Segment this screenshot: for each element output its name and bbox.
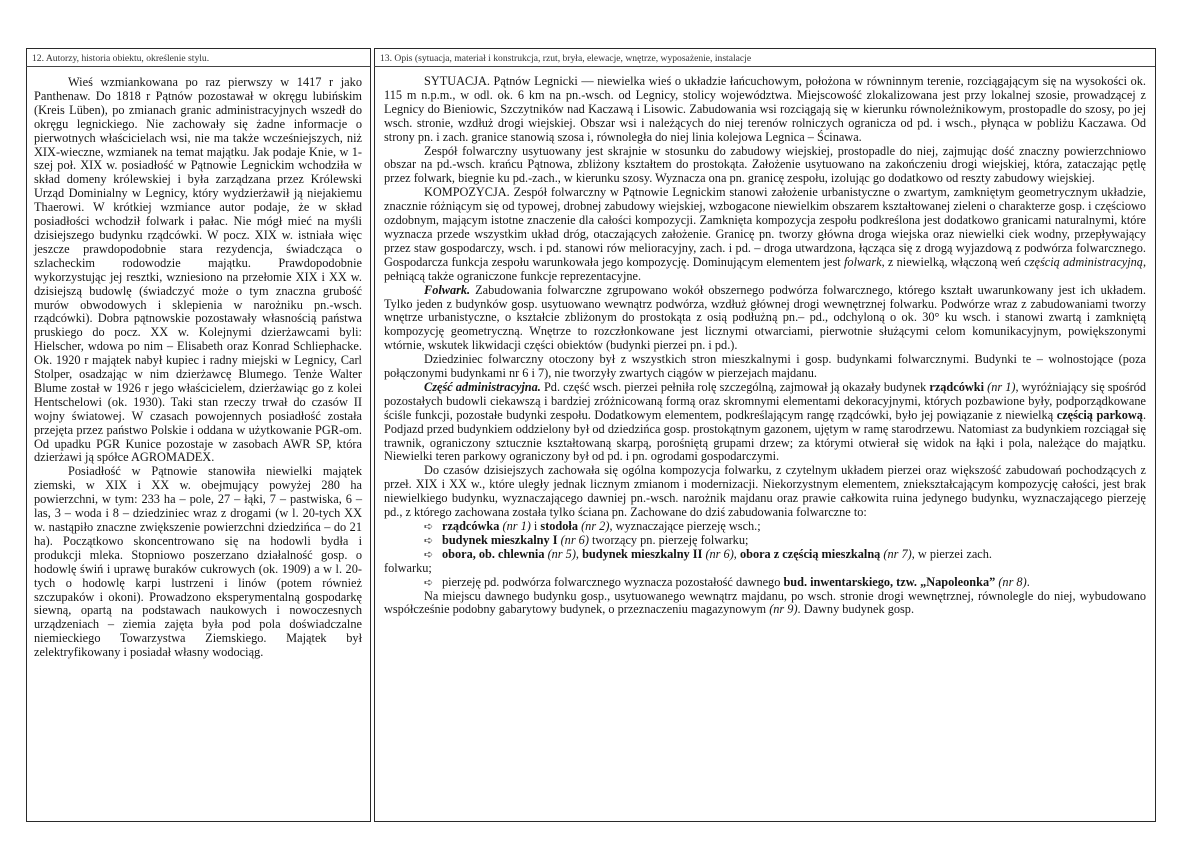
term-admin-part: częścią administracyjną [1024,254,1143,269]
layout-paragraph: Zespół folwarczny usytuowany jest skrajnie w stosunku do zabudowy wiejskiej, prostopadle do niej, zajmując dość znaczny powierzchniowo obszar na pd.-wsch. krańcu Pątnowa, zbliżony kształtem do prostokąta. Założenie usytuowano na zakończeniu drogi wiejskiej, która, zataczając pętlę przez folwark, biegnie ku pd.-zach., w kierunku szosy. Wyznacza ona pn. granicę zespołu, izolując go dodatkowo od reszty zabudowy wiejskiej. [384,143,1146,186]
admin-heading: Część administracyjna. [424,379,541,394]
folwark-paragraph: Folwark. Zabudowania folwarczne zgrupowano wokół obszernego podwórza folwarcznego, którego kształt uwarunkowany jest ich układem. Tylko jeden z budynków gosp. usytuowano wewnątrz podwórza, wzdłuż głównej drogi wewnętrznej folwarku. Podwórze wraz z zabudowaniami tworzy wnętrze urbanistyczne, o kształcie zbliżonym do prostokąta z osią podłużną pn.– pd., odchyloną o ok. 30° ku wsch. i stanowi zwartą i zamkniętą kompozycję geometryczną. Wnętrze to rozczłonkowane jest licznymi otwarciami, pierwotnie służącymi celom komunikacyjnym, powiększonymi wtórnie, wskutek likwidacji części obiektów (budynki pierzei pn. i pd.). [384,282,1146,353]
building-list-continuation: folwarku; [384,560,432,575]
arrow-bullet-icon: ➪ [424,520,434,533]
term-folwark: folwark [844,254,882,269]
situation-paragraph: SYTUACJA. Pątnów Legnicki — niewielka wieś o układzie łańcuchowym, położona w równinnym terenie, rozciągającym się na wysokości ok. 115 m n.p.m., w odl. ok. 6 km na pn.-wsch. od Legnicy, stolicy województwa. Miejscowość zlokalizowana jest przy lokalnej szosie, prowadzącej z Legnicy do Bieniowic, Szczytników nad Kaczawą i Lisowic. Zabudowania wsi rozciągają się w kierunku równoleżnikowym, prostopadle do szosy, po jej wsch. stronie, wzdłuż drogi wiejskiej. Obszar wsi i należących do niej terenów rolniczych ogranicza od pd. i wsch., płynąca w pobliżu Kaczawa. Od strony pn. i zach. granice stanowią szosa i, równoległa do niej linia kolejowa Legnica – Ścinawa. [384,74,1146,144]
arrow-bullet-icon: ➪ [424,547,434,561]
arrow-bullet-icon: ➪ [424,533,434,547]
arrow-bullet-icon: ➪ [424,575,434,589]
preservation-paragraph: Do czasów dzisiejszych zachowała się ogólna kompozycja folwarku, z czytelnym układem pierzei oraz większość zabudowań pochodzących z przeł. XIX i XX w., które uległy jednak licznym zmianom i modernizacji. Niekorzystnym elementem, zniekształcającym kompozycję całości, jest brak niewielkiego budynku, wyznaczającego dawniej pn.-wsch. narożnik majdanu oraz prawie całkowita ruina jedynego budynku, wyznaczającego pierzeję pd., z którego zachowana została tylko ściana pn. Zachowane do dziś zabudowania folwarczne to: [384,463,1146,520]
building-list-item: ➪ rządcówka (nr 1) i stodoła (nr 2), wyznaczające pierzeję wsch.; [424,519,761,533]
building-list-item: ➪ obora, ob. chlewnia (nr 5), budynek mieszkalny II (nr 6), obora z częścią mieszkalną (nr 7), w pierzei zach. [424,546,992,561]
section-12-header: 12. Autorzy, historia obiektu, określenie stylu. [32,53,210,64]
history-paragraph: Wieś wzmiankowana po raz pierwszy w 1417 r jako Panthenaw. Do 1818 r Pątnów pozostawał w okręgu lubińskim (Kreis Lüben), po zmianach granic administracyjnych wszedł do okręgu legnickiego. Nie zachowały się żadne informacje o pierwotnych właścicielach wsi, nie ma także wcześniejszych, niż XIX-wieczne, wzmianek na temat majątku. Jak podaje Knie, w 1-szej poł. XIX w. posiadłość w Pątnowie Legnickim wchodziła w skład domeny królewskiej i była zarządzana przez Królewski Urząd Dominialny w Legnicy, który wydzierżawił ją niejakiemu Thaerowi. W krótkiej wzmiance autor podaje, że w skład posiadłości wchodził folwark i pałac. Nie mógł mieć na myśli dzisiejszego budynku rządcówki. W pocz. XIX w. istniała więc jeszcze prawdopodobnie stara rezydencja, świadcząca o szlacheckim rodowodzie majątku. Prawdopodobnie wykorzystując jej resztki, wzniesiono na przełomie XIX i XX w. dzisiejszą budowlę (świadczyć może o tym znaczna grubość murów obwodowych i sklepienia w narożniku pn.-wsch. rządcówki). Dobra pątnowskie pozostawały własnością państwa pruskiego do pocz. XX w. Kolejnymi dzierżawcami byli: Hielscher, wdowa po nim – Elisabeth oraz Konrad Schliephacke. Ok. 1920 r majątek nabył kupiec i radny miejski w Legnicy, Carl Stolper, osadzając w nim dzierżawcę Blumego. Tenże Walter Blume został w 1926 r jego właścicielem, dzierżawiąc go z kolei Hentschelowi (ok. 1930). Taki stan rzeczy trwał do czasów II wojny światowej. W czasach powojennych posiadłość została przejęta przez państwo Polskie i oddana w użytkowanie PGR-om. Od upadku PGR Kunice pozostaje w zasobach AWR SP, która dzierżawi ją spółce AGROMADEX. [34,75,362,465]
composition-paragraph: KOMPOZYCJA. Zespół folwarczny w Pątnowie Legnickim stanowi założenie urbanistyczne o zwartym, zamkniętym geometrycznym układzie, znacznie różniącym się od typowej, drobnej zabudowy wiejskiej, wzbogacone niewielkim obszarem kształtowanej zieleni o charakterze gosp. i częściowo ozdobnym, mającym istotne znaczenie dla całości kompozycji. Zamknięta kompozycja zespołu podkreślona jest dodatkowo granicami naturalnymi, które wyznacza przede wszystkim układ dróg, otaczających założenie. Granicę pn. tworzy główna droga wiejska oraz niewielki ciek wodny, przepływający przez staw gospodarczy, wsch. i pd. stanowi rów melioracyjny, zach. i pd. – droga utwardzona, łącząca się z drogą wyjazdową z podwórza folwarcznego. Gospodarcza funkcja zespołu warunkowała jego kompozycję. Dominującym elementem jest folwark, z niewielką, włączoną weń częścią administracyjną, pełniącą także ograniczone funkcje reprezentacyjne. [384,185,1147,283]
description-text-column [384,75,1146,617]
header-divider [374,66,1155,67]
courtyard-paragraph: Dziedziniec folwarczny otoczony był z wszystkich stron mieszkalnymi i gosp. budynkami folwarcznymi. Budynki te – wolnostojące (poza połączonymi budynkami nr 6 i 7), nie tworzyły zwartych ciągów w pierzejach majdanu. [384,352,1146,381]
estate-paragraph: Posiadłość w Pątnowie stanowiła niewielki majątek ziemski, w XIX i XX w. obejmujący powyżej 280 ha powierzchni, w tym: 233 ha – pole, 27 – łąki, 7 – pastwiska, 6 – las, 3 – woda i 8 – dziedziniec wraz z drogami (w l. 20-tych XX w. nastąpiło znaczne zwiększenie powierzchni dziedzińca – do 21 ha). Początkowo skoncentrowano się na hodowli bydła i produkcji mleka. Stopniowo poszerzano działalność gosp. o hodowlę świń i uprawę buraków cukrowych (ok. 1909) a w l. 20-tych o hodowlę karpi lustrzeni i linów (potem również szczupaków i okoni). Prowadzono eksperymentalną gospodarkę siewną, opartą na podstawach naukowych i nowoczesnych urządzeniach – ziemia zajęta była pod pola doświadczalne niemieckiego Towarzystwa Ziemskiego. Majątek był zelektryfikowany i posiadał własny wodociąg. [34,464,362,660]
building-list-item: ➪ budynek mieszkalny I (nr 6) tworzący pn. pierzeję folwarku; [424,532,749,547]
header-divider [26,66,370,67]
building-list-item: ➪ pierzeję pd. podwórza folwarcznego wyznacza pozostałość dawnego bud. inwentarskiego, tzw. „Napoleonka” (nr 8). [424,574,1030,589]
admin-paragraph: Część administracyjna. Pd. część wsch. pierzei pełniła rolę szczególną, zajmował ją okazały budynek rządcówki (nr 1), wyróżniający się spośród pozostałych budowli ciekawszą i bardziej zróżnicowaną formą oraz skromnymi elementami dekoracyjnymi, których pozbawione były, podporządkowane ściśle funkcji, pozostałe budynki zespołu. Dodatkowym elementem, podkreślającym rangę rządcówki, było jej powiązanie z niewielką częścią parkową. Podjazd przed budynkiem oddzielony był od dziedzińca gosp. prostokątnym gazonem, ujętym w ramę starodrzewu. Natomiast za budynkiem rozciągał się trawnik, ograniczony sztucznie kształtowaną skarpą, porośniętą grupami drzew; za którymi otwierał się widok na łąki i pola, należące do majątku. Niewielki teren parkowy ograniczony był od pd. i pn. ogrodami gospodarczymi. [384,379,1147,464]
section-13-header: 13. Opis (sytuacja, materiał i konstrukcja, rzut, bryła, elewacje, wnętrze, wyposażenie, instalacje [380,53,752,64]
history-text-column [34,76,362,660]
warehouse-paragraph: Na miejscu dawnego budynku gosp., usytuowanego wewnątrz majdanu, po wsch. stronie drogi wewnętrznej, równolegle do niej, wybudowano współcześnie podobny gabarytowy budynek, o przeznaczeniu magazynowym (nr 9). Dawny budynek gosp. [384,588,1146,617]
folwark-heading: Folwark. [424,282,471,297]
